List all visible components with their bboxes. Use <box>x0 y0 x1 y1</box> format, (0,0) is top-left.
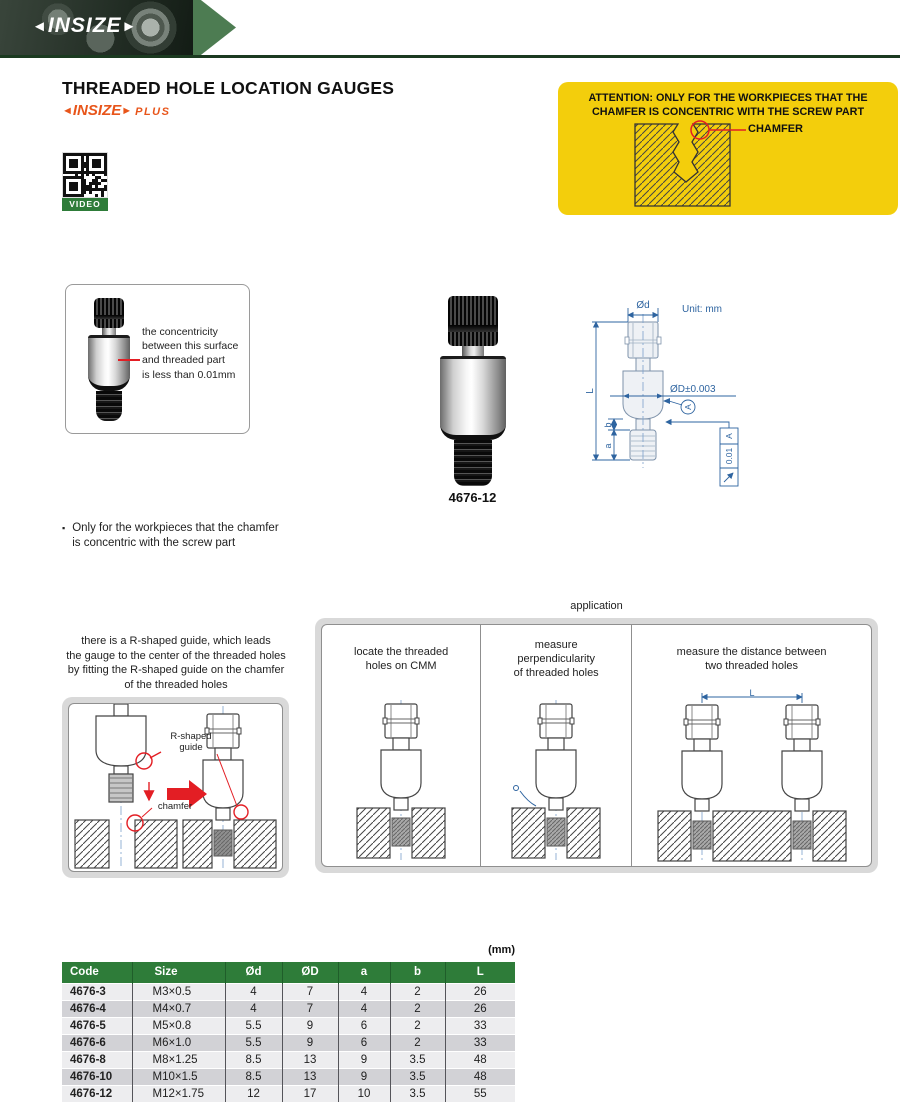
logo-arrow-right-icon: ► <box>121 105 133 117</box>
cell-a: 9 <box>338 1051 390 1068</box>
col-b: b <box>390 962 445 983</box>
dim-d-label: Ød <box>636 300 650 311</box>
note-line: and threaded part <box>142 354 225 367</box>
cell-od-small: 5.5 <box>225 1017 282 1034</box>
page-header <box>0 0 900 58</box>
attention-text <box>558 91 898 119</box>
guide-description <box>56 634 296 692</box>
cell-b: 3.5 <box>390 1085 445 1102</box>
note-line: Only for the workpieces that the chamfer <box>72 522 279 534</box>
cell-od-small: 8.5 <box>225 1068 282 1085</box>
cell-od-big: 7 <box>282 1000 338 1017</box>
r-guide-label-line: R-shaped <box>170 731 212 742</box>
usage-note <box>62 521 279 551</box>
bullet-icon: ▪ <box>62 523 66 533</box>
note-line: is less than 0.01mm <box>142 368 236 381</box>
pointer-line <box>118 359 140 361</box>
cell-od-big: 13 <box>282 1051 338 1068</box>
cell-size: M3×0.5 <box>132 983 225 1000</box>
gauge-body <box>440 356 506 440</box>
dim-a-label: a <box>603 443 613 449</box>
cell-a: 4 <box>338 983 390 1000</box>
caption-line: holes on CMM <box>365 660 437 672</box>
col-size: Size <box>132 962 225 983</box>
chamfer-guide-label: chamfer <box>157 801 193 812</box>
application-panels <box>315 618 878 873</box>
drawing-unit-label: Unit: mm <box>682 304 722 315</box>
technical-drawing <box>570 296 810 511</box>
guide-line: by fitting the R-shaped guide on the chamfer <box>67 664 285 677</box>
panel-drawing-cmm <box>321 700 481 862</box>
guide-line: of the threaded holes <box>124 678 228 691</box>
cell-l: 26 <box>445 1000 515 1017</box>
spec-table-header <box>62 962 515 983</box>
title-block <box>62 78 394 119</box>
cell-od-small: 12 <box>225 1085 282 1102</box>
tolerance-value: 0.01 <box>724 447 734 465</box>
cell-b: 3.5 <box>390 1051 445 1068</box>
note-text <box>72 521 278 551</box>
r-guide-label <box>159 732 223 754</box>
table-row <box>62 1068 515 1085</box>
cell-b: 3.5 <box>390 1068 445 1085</box>
r-guide-label-line: guide <box>179 741 203 753</box>
application-title: application <box>570 600 623 612</box>
cell-size: M6×1.0 <box>132 1034 225 1051</box>
guide-line: the gauge to the center of the threaded holes <box>66 649 286 662</box>
insize-logo <box>32 14 137 38</box>
attention-box <box>558 82 898 215</box>
cell-od-small: 4 <box>225 983 282 1000</box>
cell-a: 6 <box>338 1034 390 1051</box>
tolerance-datum: A <box>724 433 734 439</box>
cell-l: 55 <box>445 1085 515 1102</box>
concentricity-note <box>142 325 247 382</box>
panel-drawing-perpendicularity <box>476 700 636 862</box>
cell-l: 33 <box>445 1017 515 1034</box>
cell-l: 48 <box>445 1051 515 1068</box>
table-row <box>62 983 515 1000</box>
col-a: a <box>338 962 390 983</box>
cell-code: 4676-3 <box>62 983 132 1000</box>
note-line: the concentricity <box>142 326 218 338</box>
cell-od-big: 7 <box>282 983 338 1000</box>
insize-plus-logo <box>62 102 394 119</box>
cell-code: 4676-8 <box>62 1051 132 1068</box>
attention-line2: CHAMFER IS CONCENTRIC WITH THE SCREW PART <box>591 106 865 119</box>
cell-b: 2 <box>390 983 445 1000</box>
gauge-cap <box>94 298 124 328</box>
cell-size: M8×1.25 <box>132 1051 225 1068</box>
header-divider <box>0 55 900 58</box>
cell-size: M4×0.7 <box>132 1000 225 1017</box>
caption-line: two threaded holes <box>705 659 799 672</box>
logo-arrow-right-icon: ► <box>121 18 138 35</box>
chamfer-label: CHAMFER <box>748 123 803 135</box>
cell-l: 26 <box>445 983 515 1000</box>
product-code: 4676-12 <box>448 490 497 505</box>
cell-b: 2 <box>390 1000 445 1017</box>
table-row <box>62 1017 515 1034</box>
panel-caption <box>354 631 448 689</box>
spec-table <box>62 962 515 1102</box>
caption-line: measure the distance between <box>676 646 827 659</box>
panel-caption <box>677 631 827 689</box>
cell-od-big: 13 <box>282 1068 338 1085</box>
note-line: is concentric with the screw part <box>72 536 236 549</box>
guide-diagram-drawing <box>69 704 282 871</box>
cell-size: M12×1.75 <box>132 1085 225 1102</box>
cell-od-small: 5.5 <box>225 1034 282 1051</box>
logo-arrow-left-icon: ◄ <box>32 18 48 35</box>
cell-od-small: 4 <box>225 1000 282 1017</box>
plus-suffix: PLUS <box>135 106 171 118</box>
gauge-thread <box>96 391 122 421</box>
product-photo <box>430 296 515 505</box>
cell-a: 9 <box>338 1068 390 1085</box>
application-panel-perpendicularity <box>481 625 632 866</box>
page-title: THREADED HOLE LOCATION GAUGES <box>62 78 395 98</box>
cell-a: 6 <box>338 1017 390 1034</box>
gauge-thread <box>454 440 492 486</box>
video-badge: VIDEO <box>62 198 108 211</box>
cell-b: 2 <box>390 1034 445 1051</box>
gauge-image-large <box>430 296 515 486</box>
qr-block <box>62 152 108 211</box>
cell-size: M10×1.5 <box>132 1068 225 1085</box>
caption-line: measure <box>534 639 578 652</box>
application-panel-cmm <box>322 625 481 866</box>
cell-od-small: 8.5 <box>225 1051 282 1068</box>
gauge-neck <box>102 328 116 335</box>
panel-caption <box>514 631 599 689</box>
col-l: L <box>445 962 515 983</box>
cell-od-big: 9 <box>282 1034 338 1051</box>
cell-code: 4676-12 <box>62 1085 132 1102</box>
concentricity-box <box>65 284 250 434</box>
attention-line1: ATTENTION: ONLY FOR THE WORKPIECES THAT THE <box>588 92 868 104</box>
cell-a: 4 <box>338 1000 390 1017</box>
guide-line: there is a R-shaped guide, which leads <box>81 635 271 647</box>
table-row <box>62 1000 515 1017</box>
panel-dim-L: L <box>749 688 755 698</box>
dim-b-label: b <box>603 422 613 428</box>
col-od-small: Ød <box>225 962 282 983</box>
gauge-body <box>88 335 130 391</box>
panel-drawing-distance <box>632 689 872 862</box>
caption-line: perpendicularity <box>517 653 595 666</box>
plus-brand: INSIZE <box>72 102 122 119</box>
cell-l: 48 <box>445 1068 515 1085</box>
cell-code: 4676-6 <box>62 1034 132 1051</box>
datum-label: A <box>683 404 693 410</box>
col-code: Code <box>62 962 132 983</box>
note-line: between this surface <box>142 340 239 353</box>
spec-table-body <box>62 983 515 1102</box>
table-row <box>62 1085 515 1102</box>
cell-code: 4676-10 <box>62 1068 132 1085</box>
brand-name: INSIZE <box>47 14 122 37</box>
table-unit-label: (mm) <box>488 944 515 956</box>
cell-size: M5×0.8 <box>132 1017 225 1034</box>
dim-L-label: L <box>585 388 596 394</box>
caption-line: locate the threaded <box>354 646 449 659</box>
cell-l: 33 <box>445 1034 515 1051</box>
cell-code: 4676-5 <box>62 1017 132 1034</box>
guide-diagram <box>62 697 289 878</box>
cell-od-big: 9 <box>282 1017 338 1034</box>
col-od-big: ØD <box>282 962 338 983</box>
cell-b: 2 <box>390 1017 445 1034</box>
application-panel-distance <box>632 625 871 866</box>
dim-D-label: ØD±0.003 <box>670 384 716 395</box>
cell-od-big: 17 <box>282 1085 338 1102</box>
gauge-cap <box>448 296 498 346</box>
cell-code: 4676-4 <box>62 1000 132 1017</box>
table-row <box>62 1034 515 1051</box>
gauge-neck <box>462 346 484 356</box>
logo-arrow-left-icon: ◄ <box>62 105 73 117</box>
header-photo <box>0 0 193 55</box>
cell-a: 10 <box>338 1085 390 1102</box>
caption-line: of threaded holes <box>513 666 599 679</box>
table-row <box>62 1051 515 1068</box>
qr-code <box>62 152 108 198</box>
